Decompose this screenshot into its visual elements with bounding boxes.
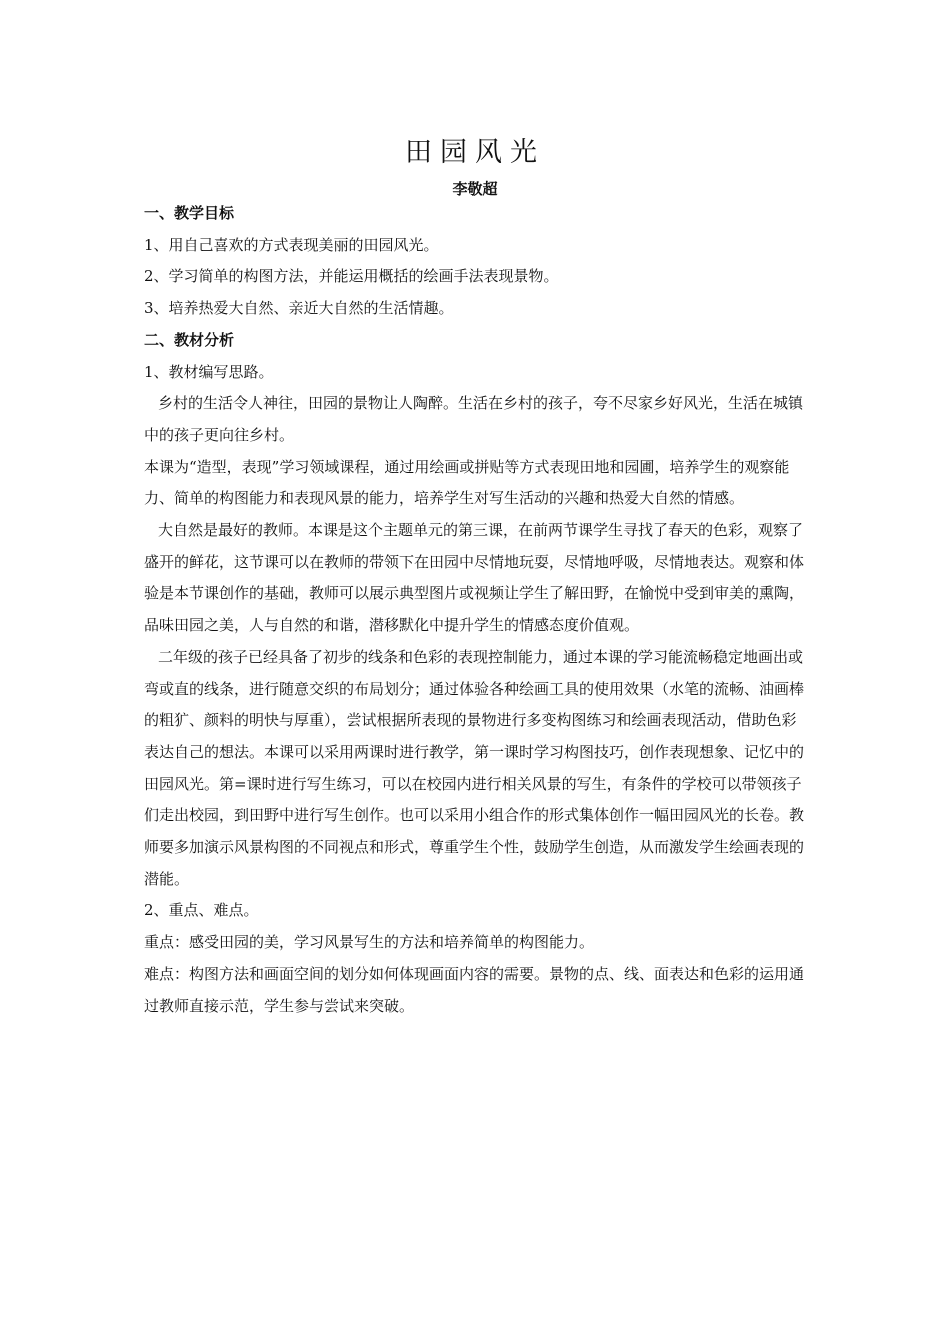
- goal-item: 1、用自己喜欢的方式表现美丽的田园风光。: [144, 235, 439, 254]
- subheading-key-difficult-points: 2、重点、难点。: [144, 901, 259, 920]
- analysis-paragraph: 本课为“造型，表现”学习领域课程，通过用绘画或拼贴等方式表现田地和园圃，培养学生的观察能力、简单的构图能力和表现风景的能力，培养学生对写生活动的兴趣和热爱大自然的情感。: [144, 457, 790, 508]
- document-body: [144, 198, 808, 1022]
- subheading-writing-idea: 1、教材编写思路。: [144, 362, 274, 381]
- difficult-point: 难点：构图方法和画面空间的划分如何体现画面内容的需要。景物的点、线、面表达和色彩的运用通过教师直接示范，学生参与尝试来突破。: [144, 964, 805, 1015]
- document-author: 李敬超: [452, 180, 498, 198]
- goal-item: 2、学习简单的构图方法，并能运用概括的绘画手法表现景物。: [144, 267, 559, 286]
- section-heading-teaching-goals: 一、教学目标: [144, 204, 235, 222]
- analysis-paragraph: 大自然是最好的教师。本课是这个主题单元的第三课，在前两节课学生寻找了春天的色彩，观察了盛开的鲜花，这节课可以在教师的带领下在田园中尽情地玩耍，尽情地呼吸，尽情地表达。观察和体验是本节课创作的基础，教师可以展示典型图片或视频让学生了解田野，在愉悦中受到审美的熏陶，品味田园之美，人与自然的和谐，潜移默化中提升学生的情感态度价值观。: [144, 521, 805, 635]
- analysis-paragraph: 二年级的孩子已经具备了初步的线条和色彩的表现控制能力，通过本课的学习能流畅稳定地画出或弯或直的线条，进行随意交织的布局划分；通过体验各种绘画工具的使用效果（水笔的流畅、油画棒的粗犷、颜料的明快与厚重），尝试根据所表现的景物进行多变构图练习和绘画表现活动，借助色彩表达自己的想法。本课可以采用两课时进行教学，第一课时学习构图技巧，创作表现想象、记忆中的田园风光。第=课时进行写生练习，可以在校园内进行相关风景的写生，有条件的学校可以带领孩子们走出校园，到田野中进行写生创作。也可以采用小组合作的形式集体创作一幅田园风光的长卷。教师要多加演示风景构图的不同视点和形式，尊重学生个性，鼓励学生创造，从而激发学生绘画表现的潜能。: [144, 647, 805, 888]
- section-heading-material-analysis: 二、教材分析: [144, 330, 235, 349]
- goal-item: 3、培养热爱大自然、亲近大自然的生活情趣。: [144, 299, 454, 318]
- key-point: 重点：感受田园的美，学习风景写生的方法和培养简单的构图能力。: [144, 933, 595, 952]
- analysis-paragraph: 乡村的生活令人神往，田园的景物让人陶醉。生活在乡村的孩子，夸不尽家乡好风光，生活在城镇中的孩子更向往乡村。: [144, 394, 804, 444]
- document-title: 田园风光: [405, 137, 545, 168]
